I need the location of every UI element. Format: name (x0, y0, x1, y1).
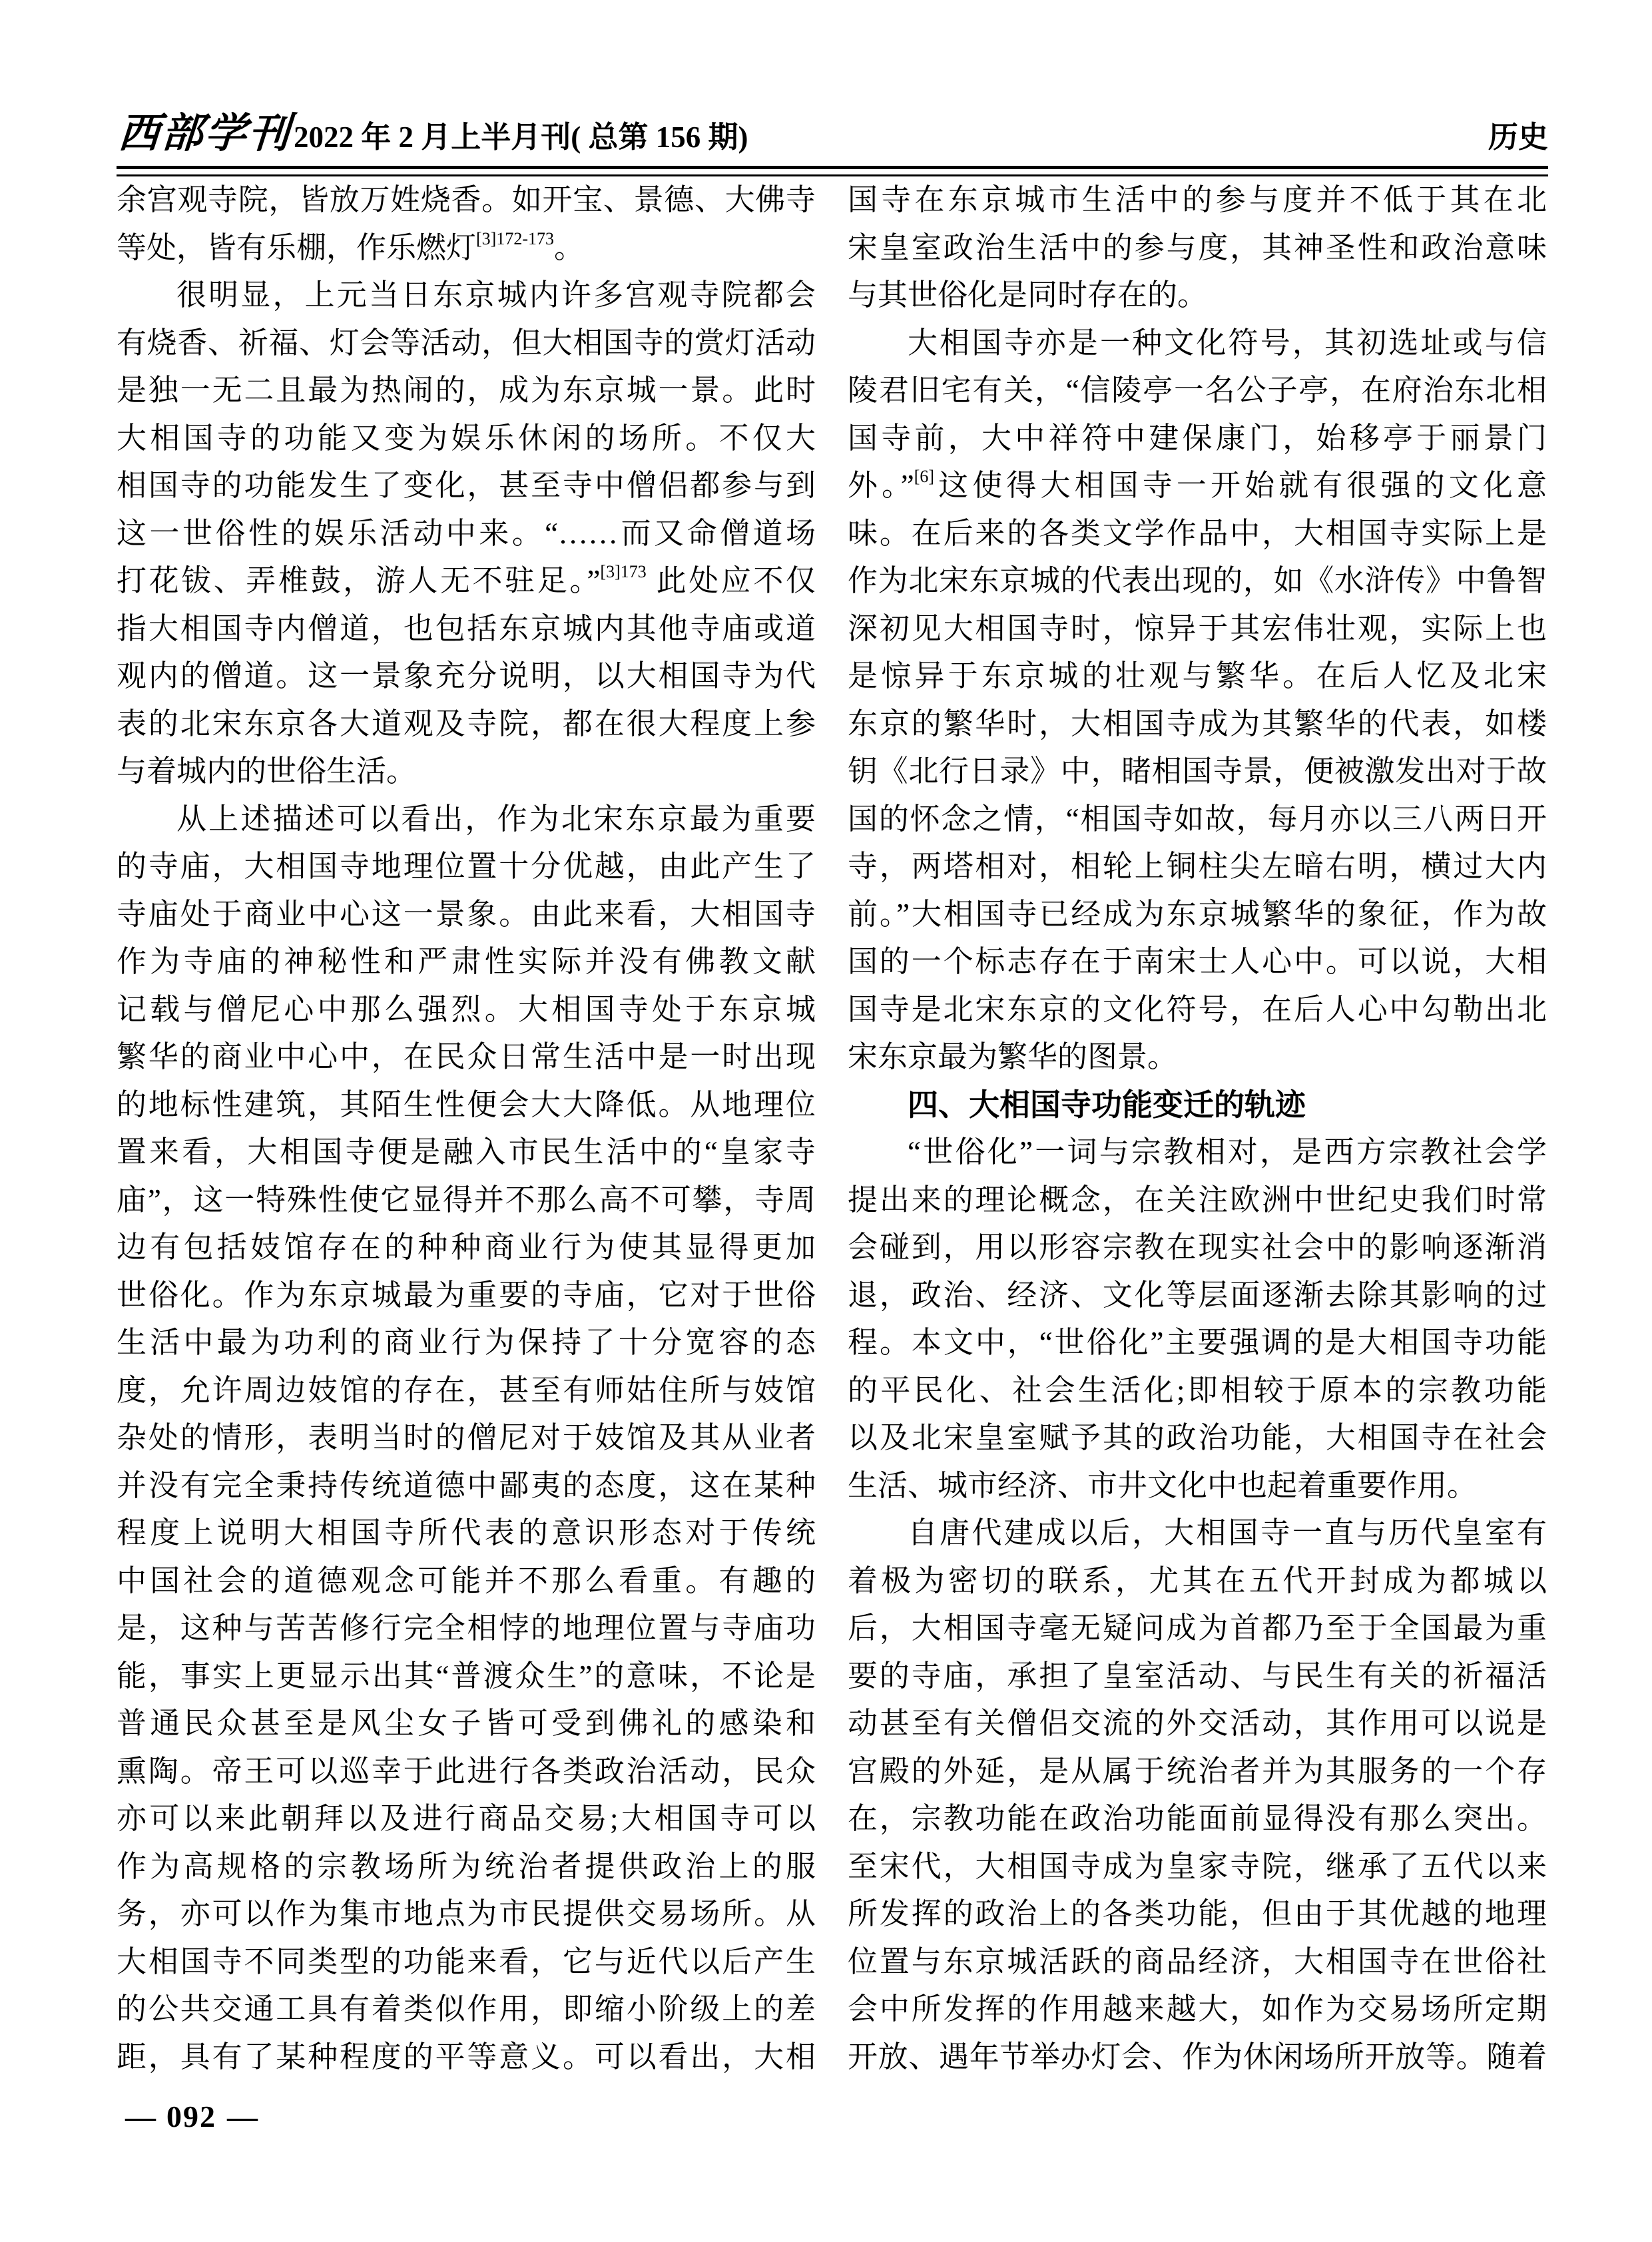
text-line: 会中所发挥的作用越来越大，如作为交易场所定期 (848, 1992, 1547, 2026)
text-line: 国寺前，大中祥符中建保康门，始移亭于丽景门 (848, 421, 1547, 455)
text-line: 与着城内的世俗生活。 (117, 754, 417, 788)
section-heading: 四、大相国寺功能变迁的轨迹 (908, 1087, 1306, 1122)
text-line: 钥《北行日录》中，睹相国寺景，便被激发出对于故 (848, 754, 1547, 788)
text-line: 指大相国寺内僧道，也包括东京城内其他寺庙或道 (117, 611, 816, 645)
citation-superscript: [6] (914, 467, 935, 486)
citation-superscript: [3]172-173 (476, 228, 554, 248)
left-column (117, 176, 816, 2081)
text-line: 庙”，这一特殊性使它显得并不那么高不可攀，寺周 (117, 1183, 816, 1217)
text-line: 打花钹、弄椎鼓，游人无不驻足。”$^{[3]173}$ 此处应不仅 (117, 562, 816, 597)
text-line: 作为寺庙的神秘性和严肃性实际并没有佛教文献 (117, 945, 816, 978)
text-line: 的公共交通工具有着类似作用，即缩小阶级上的差 (117, 1992, 816, 2026)
text-line: 的平民化、社会生活化;即相较于原本的宗教功能 (848, 1373, 1547, 1407)
text-line: 距，具有了某种程度的平等意义。可以看出，大相 (117, 2040, 816, 2074)
text-line: 退，政治、经济、文化等层面逐渐去除其影响的过 (848, 1278, 1547, 1312)
text-line: 相国寺的功能发生了变化，甚至寺中僧侣都参与到 (117, 469, 816, 502)
text-line: 繁华的商业中心中，在民众日常生活中是一时出现 (117, 1040, 816, 1073)
text-line: 余宫观寺院，皆放万姓烧香。如开宝、景德、大佛寺 (117, 183, 816, 216)
text-line: 后，大相国寺毫无疑问成为首都乃至于全国最为重 (848, 1611, 1547, 1645)
footer-right-dash: — (227, 2100, 258, 2133)
text-line: 在，宗教功能在政治功能面前显得没有那么突出。 (848, 1802, 1547, 1835)
text-line: 宫殿的外延，是从属于统治者并为其服务的一个存 (848, 1754, 1547, 1788)
text-line: 务，亦可以作为集市地点为市民提供交易场所。从 (117, 1897, 816, 1930)
page-footer (125, 2096, 258, 2137)
text-line: 国寺是北宋东京的文化符号，在后人心中勾勒出北 (848, 992, 1547, 1026)
text-line: 寺庙处于商业中心这一景象。由此来看，大相国寺 (117, 897, 816, 931)
text-line: 会碰到，用以形容宗教在现实社会中的影响逐渐消 (848, 1231, 1547, 1264)
text-line: 寺，两塔相对，相轮上铜柱尖左暗右明，横过大内 (848, 850, 1547, 883)
text-line: 要的寺庙，承担了皇室活动、与民生有关的祈福活 (848, 1659, 1547, 1693)
citation-superscript: [3]173 (600, 562, 647, 581)
text-line: 程度上说明大相国寺所代表的意识形态对于传统 (117, 1516, 816, 1549)
text-line: 味。在后来的各类文学作品中，大相国寺实际上是 (848, 516, 1547, 550)
text-line: 动甚至有关僧侣交流的外交活动，其作用可以说是 (848, 1707, 1547, 1740)
text-line: 宋皇室政治生活中的参与度，其神圣性和政治意味 (848, 230, 1547, 264)
text-line: 世俗化。作为东京城最为重要的寺庙，它对于世俗 (117, 1278, 816, 1312)
text-line: 中国社会的道德观念可能并不那么看重。有趣的 (117, 1563, 816, 1597)
right-column (848, 176, 1547, 2081)
text-line: 大相国寺不同类型的功能来看，它与近代以后产生 (117, 1944, 816, 1978)
header-divider-rule (117, 166, 1548, 176)
text-line: 表的北宋东京各大道观及寺院，都在很大程度上参 (117, 706, 816, 740)
page-header (117, 100, 1548, 163)
text-line: 东京的繁华时，大相国寺成为其繁华的代表，如楼 (848, 706, 1547, 740)
text-line: 度，允许周边妓馆的存在，甚至有师姑住所与妓馆 (117, 1373, 816, 1407)
text-line: 国的怀念之情，“相国寺如故，每月亦以三八两日开 (848, 802, 1547, 836)
text-line: 这一世俗性的娱乐活动中来。“……而又命僧道场 (117, 516, 816, 550)
text-line: 从上述描述可以看出，作为北宋东京最为重要 (176, 802, 816, 836)
text-line: 与其世俗化是同时存在的。 (848, 278, 1208, 312)
text-line: 熏陶。帝王可以巡幸于此进行各类政治活动，民众 (117, 1754, 816, 1788)
text-line: 亦可以来此朝拜以及进行商品交易;大相国寺可以 (117, 1802, 816, 1835)
article-body (117, 176, 1547, 2081)
text-line: 位置与东京城活跃的商品经济，大相国寺在世俗社 (848, 1944, 1547, 1978)
text-line: 大相国寺亦是一种文化符号，其初选址或与信 (908, 326, 1547, 360)
text-line: 是，这种与苦苦修行完全相悖的地理位置与寺庙功 (117, 1611, 816, 1645)
text-line: 作为北宋东京城的代表出现的，如《水浒传》中鲁智 (848, 564, 1547, 597)
text-line: 开放、遇年节举办灯会、作为休闲场所开放等。随着 (848, 2040, 1547, 2074)
text-line: 作为高规格的宗教场所为统治者提供政治上的服 (117, 1849, 816, 1883)
text-line: 能，事实上更显示出其“普渡众生”的意味，不论是 (117, 1659, 816, 1693)
journal-logo: 西部学刊 (117, 109, 294, 157)
text-line: 并没有完全秉持传统道德中鄙夷的态度，这在某种 (117, 1468, 816, 1502)
text-line: 很明显，上元当日东京城内许多宫观寺院都会 (176, 278, 816, 312)
text-line: 的地标性建筑，其陌生性便会大大降低。从地理位 (117, 1087, 816, 1121)
issue-info: 2022 年 2 月上半月刊( 总第 156 期) (294, 121, 748, 154)
text-line: 着极为密切的联系，尤其在五代开封成为都城以 (848, 1563, 1547, 1597)
text-line: 生活中最为功利的商业行为保持了十分宽容的态 (117, 1326, 816, 1359)
text-line: 有烧香、祈福、灯会等活动，但大相国寺的赏灯活动 (117, 326, 816, 360)
footer-left-dash: — (125, 2100, 156, 2133)
text-line: 以及北宋皇室赋予其的政治功能，大相国寺在社会 (848, 1421, 1547, 1454)
text-line: 所发挥的政治上的各类功能，但由于其优越的地理 (848, 1897, 1547, 1930)
text-line: 生活、城市经济、市井文化中也起着重要作用。 (848, 1468, 1478, 1502)
text-line: 的寺庙，大相国寺地理位置十分优越，由此产生了 (117, 850, 816, 883)
text-line: 前。”大相国寺已经成为东京城繁华的象征，作为故 (848, 897, 1547, 931)
text-line: 至宋代，大相国寺成为皇家寺院，继承了五代以来 (848, 1849, 1547, 1883)
text-line: 大相国寺的功能又变为娱乐休闲的场所。不仅大 (117, 421, 816, 455)
text-line: 提出来的理论概念，在关注欧洲中世纪史我们时常 (848, 1183, 1547, 1217)
text-line: 深初见大相国寺时，惊异于其宏伟壮观，实际上也 (848, 611, 1547, 645)
text-line: 记载与僧尼心中那么强烈。大相国寺处于东京城 (117, 992, 816, 1026)
text-line: 外。”[6]这使得大相国寺一开始就有很强的文化意 (848, 467, 1547, 502)
text-line: 国的一个标志存在于南宋士人心中。可以说，大相 (848, 945, 1547, 978)
text-line: 陵君旧宅有关，“信陵亭一名公子亭，在府治东北相 (848, 374, 1547, 407)
page-number: 092 (166, 2100, 216, 2133)
section-label: 历史 (1488, 121, 1548, 154)
text-line: 自唐代建成以后，大相国寺一直与历代皇室有 (908, 1516, 1547, 1549)
text-line: 杂处的情形，表明当时的僧尼对于妓馆及其从业者 (117, 1421, 816, 1454)
text-line: “世俗化”一词与宗教相对，是西方宗教社会学 (908, 1135, 1547, 1169)
text-line: 是惊异于东京城的壮观与繁华。在后人忆及北宋 (848, 659, 1547, 693)
text-line: 国寺在东京城市生活中的参与度并不低于其在北 (848, 183, 1547, 216)
text-line: 边有包括妓馆存在的种种商业行为使其显得更加 (117, 1231, 816, 1264)
text-line: 普通民众甚至是风尘女子皆可受到佛礼的感染和 (117, 1707, 816, 1740)
text-line: 等处，皆有乐棚，作乐燃灯$^{[3]172-173}$。 (117, 228, 585, 264)
text-line: 是独一无二且最为热闹的，成为东京城一景。此时 (117, 374, 816, 407)
text-line: 宋东京最为繁华的图景。 (848, 1040, 1178, 1073)
text-line: 置来看，大相国寺便是融入市民生活中的“皇家寺 (117, 1135, 816, 1169)
text-line: 程。本文中，“世俗化”主要强调的是大相国寺功能 (848, 1326, 1547, 1359)
text-line: 观内的僧道。这一景象充分说明，以大相国寺为代 (117, 659, 816, 693)
